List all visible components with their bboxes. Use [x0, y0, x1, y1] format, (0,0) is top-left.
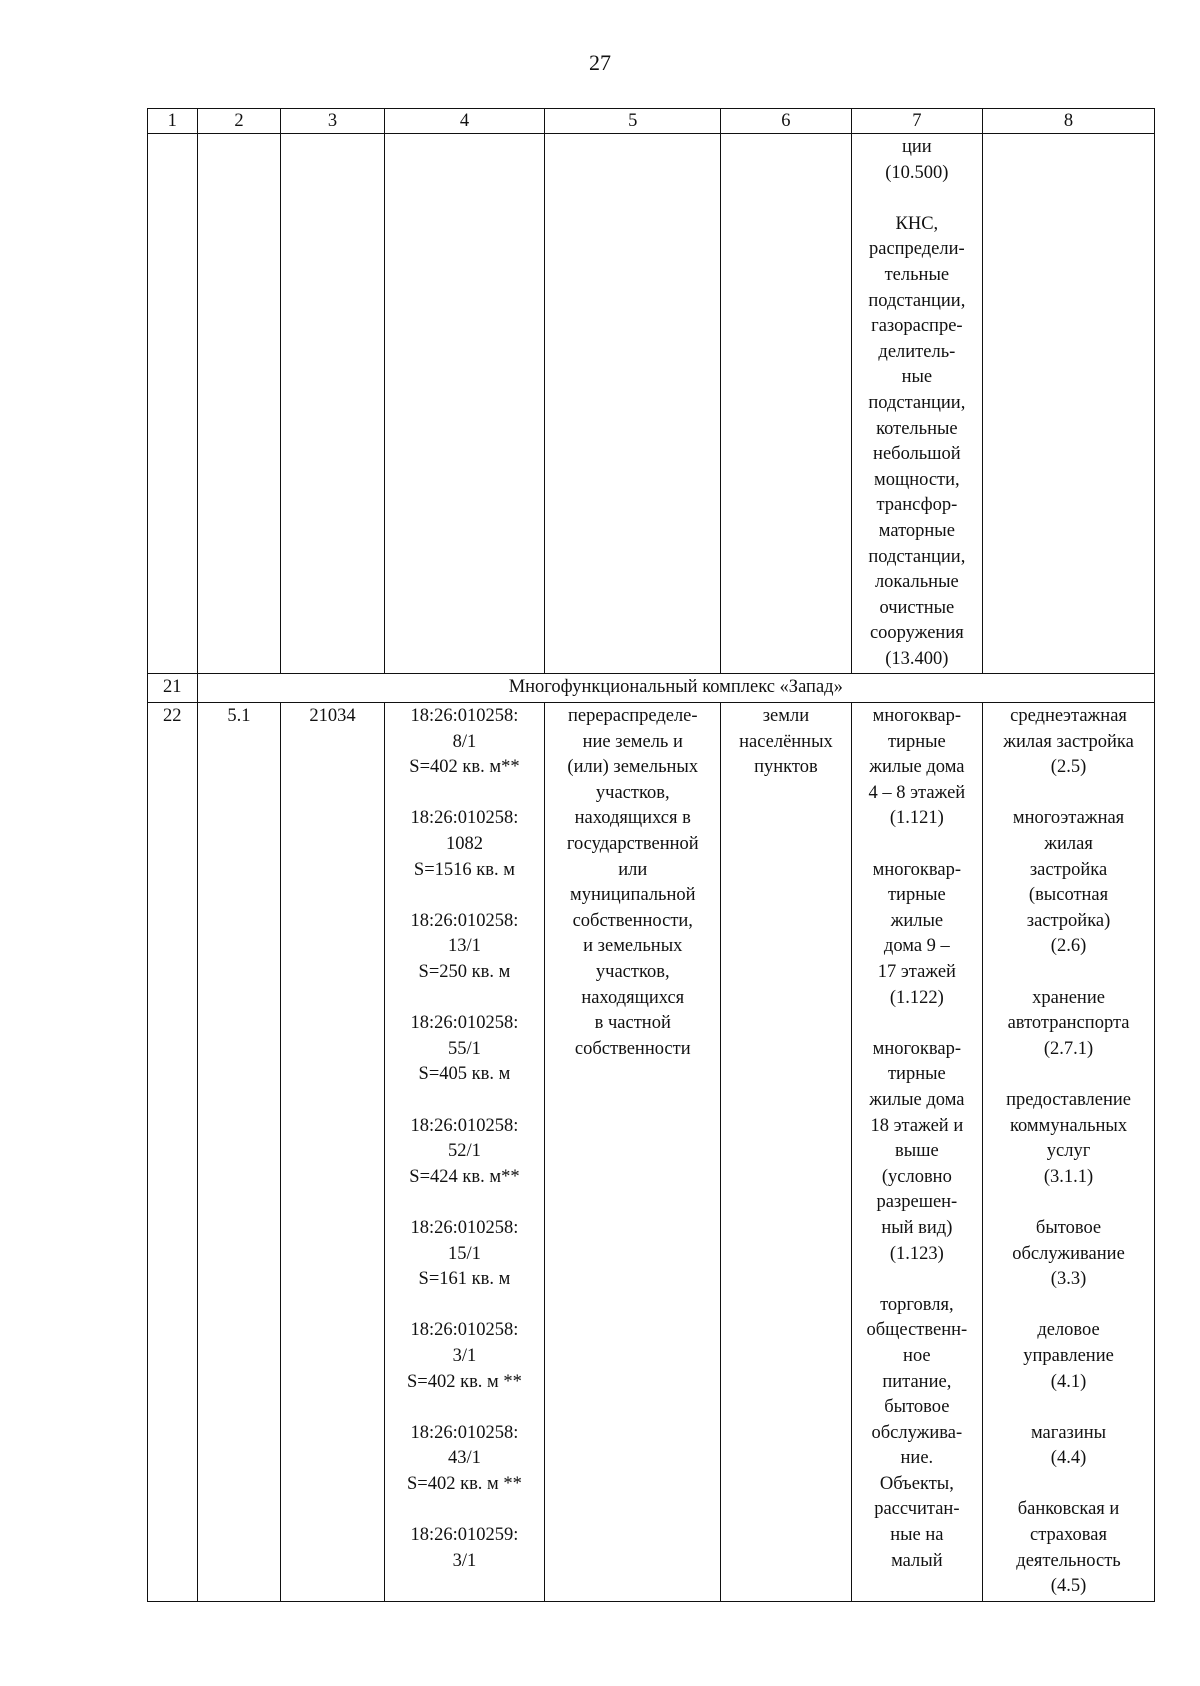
cell-line: бытовое: [1035, 1217, 1102, 1238]
table-cell: [545, 134, 721, 674]
cell-line: разрешен-: [876, 1192, 958, 1213]
column-header: 1: [148, 109, 198, 134]
cell-line: жилые дома: [869, 1089, 965, 1110]
cell-line: (2.5): [1050, 757, 1087, 778]
cell-line: собственности,: [572, 910, 693, 931]
cell-line: жилая застройка: [1003, 731, 1134, 752]
cell-line: мощности,: [874, 469, 960, 490]
cell-line: распредели-: [868, 239, 965, 260]
column-header: 2: [197, 109, 281, 134]
cell-line: небольшой: [873, 444, 961, 465]
cell-line: пунктов: [754, 757, 818, 778]
cell-line: 18:26:010258:: [410, 808, 519, 829]
cell-line: (4.4): [1050, 1448, 1087, 1469]
cell-line: (условно: [881, 1166, 952, 1187]
cell-line: страховая: [1030, 1525, 1108, 1546]
page-number: 27: [589, 50, 611, 75]
cell-line: 18:26:010258:: [410, 910, 519, 931]
cell-line: государственной: [566, 834, 699, 855]
cell-line: 17 этажей: [877, 962, 956, 982]
cell-line: многоэтажная: [1012, 808, 1125, 829]
cell-line: S=161 кв. м: [418, 1269, 511, 1290]
column-header: 3: [281, 109, 384, 134]
cell-line: рассчитан-: [874, 1499, 960, 1520]
cell-line: общественн-: [866, 1320, 968, 1341]
cell-line: подстанции,: [868, 546, 966, 567]
table-header-row: [148, 109, 1155, 134]
cell-line: (2.7.1): [1043, 1038, 1094, 1059]
cell-line: обслуживание: [1012, 1243, 1125, 1264]
cell-line: питание,: [882, 1371, 952, 1392]
cell-line: застройка: [1029, 859, 1108, 880]
cell-line: или: [618, 859, 648, 880]
cell-line: автотранспорта: [1007, 1013, 1130, 1034]
cell-line: подстанции,: [868, 392, 966, 413]
cell-line: 18:26:010259:: [410, 1525, 519, 1546]
cell-line: ные на: [890, 1525, 944, 1546]
cell-line: делитель-: [878, 341, 956, 362]
cell-line: собственности: [574, 1038, 691, 1059]
cell-line: ное: [903, 1345, 931, 1366]
column-header: 5: [545, 109, 721, 134]
cell-line: (13.400): [885, 648, 949, 669]
cell-line: (10.500): [885, 162, 949, 183]
column-header: 6: [721, 109, 851, 134]
cell-line: (3.1.1): [1043, 1166, 1094, 1187]
cell-line: 18:26:010258:: [410, 706, 519, 727]
cell-line: S=402 кв. м**: [409, 757, 520, 778]
cell-line: ции: [902, 137, 932, 157]
cell-line: деловое: [1037, 1320, 1100, 1341]
cell-line: тирные: [887, 1064, 946, 1085]
cell-line: многоквар-: [872, 859, 962, 880]
cell-line: коммунальных: [1009, 1115, 1128, 1136]
section-number: 21: [148, 674, 198, 703]
cell-line: КНС,: [895, 213, 939, 234]
table-cell: [281, 134, 384, 674]
cell-line: выше: [895, 1141, 939, 1162]
cell-line: перераспределе-: [567, 706, 698, 727]
cell-line: среднеэтажная: [1010, 706, 1127, 727]
cell-line: магазины: [1030, 1422, 1107, 1443]
cell-line: котельные: [876, 418, 958, 439]
table-cell: [148, 134, 198, 674]
cell-line: Объекты,: [879, 1473, 954, 1494]
cell-line: 18:26:010258:: [410, 1115, 519, 1136]
cell-line: 15/1: [447, 1243, 481, 1264]
zone-code: 5.1: [197, 703, 281, 1602]
cell-line: S=1516 кв. м: [413, 859, 515, 880]
cell-line: бытовое: [884, 1397, 950, 1418]
cell-line: (4.1): [1050, 1371, 1087, 1392]
cell-line: участков,: [595, 962, 670, 982]
cell-line: S=424 кв. м**: [409, 1166, 520, 1187]
table-cell: [983, 134, 1155, 674]
cell-line: (или) земельных: [567, 757, 699, 778]
cell-line: ние земель и: [582, 731, 683, 752]
cell-line: участков,: [595, 782, 670, 803]
cell-line: (1.121): [889, 808, 944, 829]
cell-line: малый: [891, 1550, 943, 1571]
land-category: [721, 703, 851, 1602]
cell-line: ние.: [900, 1448, 934, 1469]
cell-line: 13/1: [447, 936, 481, 957]
cell-line: (1.122): [889, 987, 944, 1008]
table-cell: [721, 134, 851, 674]
cell-line: сооружения: [869, 623, 964, 644]
cell-line: 8/1: [452, 731, 477, 752]
cell-line: земли: [762, 706, 810, 727]
cell-line: 3/1: [452, 1550, 477, 1571]
cell-line: в частной: [594, 1013, 671, 1034]
cell-line: (2.6): [1050, 936, 1087, 957]
cell-line: (1.123): [889, 1243, 944, 1264]
cell-line: обслужива-: [871, 1422, 963, 1443]
permitted-use-codes: [983, 703, 1155, 1602]
cell-line: предоставление: [1006, 1089, 1131, 1110]
cell-line: 3/1: [452, 1345, 477, 1366]
cell-line: очистные: [879, 597, 955, 618]
section-title: Многофункциональный комплекс «Запад»: [197, 674, 1154, 703]
permitted-uses: [851, 703, 982, 1602]
cell-line: хранение: [1032, 987, 1105, 1008]
cell-line: 55/1: [447, 1038, 481, 1059]
cell-line: 43/1: [447, 1448, 481, 1469]
cell-line: локальные: [874, 572, 959, 593]
cell-line: управление: [1023, 1345, 1114, 1366]
cell-line: застройка): [1026, 910, 1111, 931]
cell-line: S=402 кв. м **: [406, 1473, 522, 1494]
cell-line: муниципальной: [569, 885, 696, 906]
cell-line: деятельность: [1016, 1550, 1121, 1571]
cell-line: 18 этажей и: [870, 1115, 964, 1136]
cell-line: S=405 кв. м: [418, 1064, 511, 1085]
permitted-use-continuation: [851, 134, 982, 674]
formation-method: [545, 703, 721, 1602]
cell-line: услуг: [1046, 1141, 1091, 1162]
cell-line: 18:26:010258:: [410, 1320, 519, 1341]
cell-line: 4 – 8 этажей: [868, 782, 966, 803]
cell-line: находящихся в: [574, 808, 691, 829]
cell-line: многоквар-: [872, 706, 962, 727]
table-cell: [197, 134, 281, 674]
column-header: 7: [851, 109, 982, 134]
cell-line: ный вид): [881, 1217, 953, 1238]
cadastral-parcels: [384, 703, 545, 1602]
cell-line: 18:26:010258:: [410, 1013, 519, 1034]
cell-line: и земельных: [583, 936, 683, 957]
cell-line: находящихся: [581, 987, 685, 1008]
cell-line: (4.5): [1050, 1576, 1087, 1597]
cell-line: подстанции,: [868, 290, 966, 311]
cell-line: 52/1: [447, 1141, 481, 1162]
table-row: [148, 703, 1155, 1602]
cell-line: населённых: [739, 731, 833, 752]
cell-line: маторные: [878, 520, 955, 541]
row-number: 22: [148, 703, 198, 1602]
column-header: 4: [384, 109, 545, 134]
cell-line: трансфор-: [876, 495, 958, 516]
section-row: [148, 674, 1155, 703]
cell-line: 18:26:010258:: [410, 1422, 519, 1443]
cell-line: газораспре-: [871, 316, 963, 337]
cell-line: тельные: [884, 264, 950, 285]
cell-line: S=250 кв. м: [418, 962, 511, 982]
cell-line: жилые дома: [869, 757, 965, 778]
cell-line: ные: [901, 367, 933, 388]
zoning-table: [147, 108, 1155, 1602]
cell-line: многоквар-: [872, 1038, 962, 1059]
cell-line: банковская и: [1017, 1499, 1120, 1520]
table-cell: [384, 134, 545, 674]
cell-line: тирные: [887, 885, 946, 906]
cell-line: 18:26:010258:: [410, 1217, 519, 1238]
continuation-row: [148, 134, 1155, 674]
object-code: 21034: [281, 703, 384, 1602]
cell-line: (3.3): [1050, 1269, 1087, 1290]
cell-line: S=402 кв. м **: [406, 1371, 522, 1392]
cell-line: жилая: [1044, 834, 1093, 855]
cell-line: жилые: [890, 910, 944, 931]
column-header: 8: [983, 109, 1155, 134]
cell-line: дома 9 –: [883, 936, 950, 957]
cell-line: 1082: [445, 834, 483, 855]
cell-line: торговля,: [880, 1294, 954, 1315]
cell-line: (высотная: [1028, 885, 1109, 906]
cell-line: тирные: [887, 731, 946, 752]
